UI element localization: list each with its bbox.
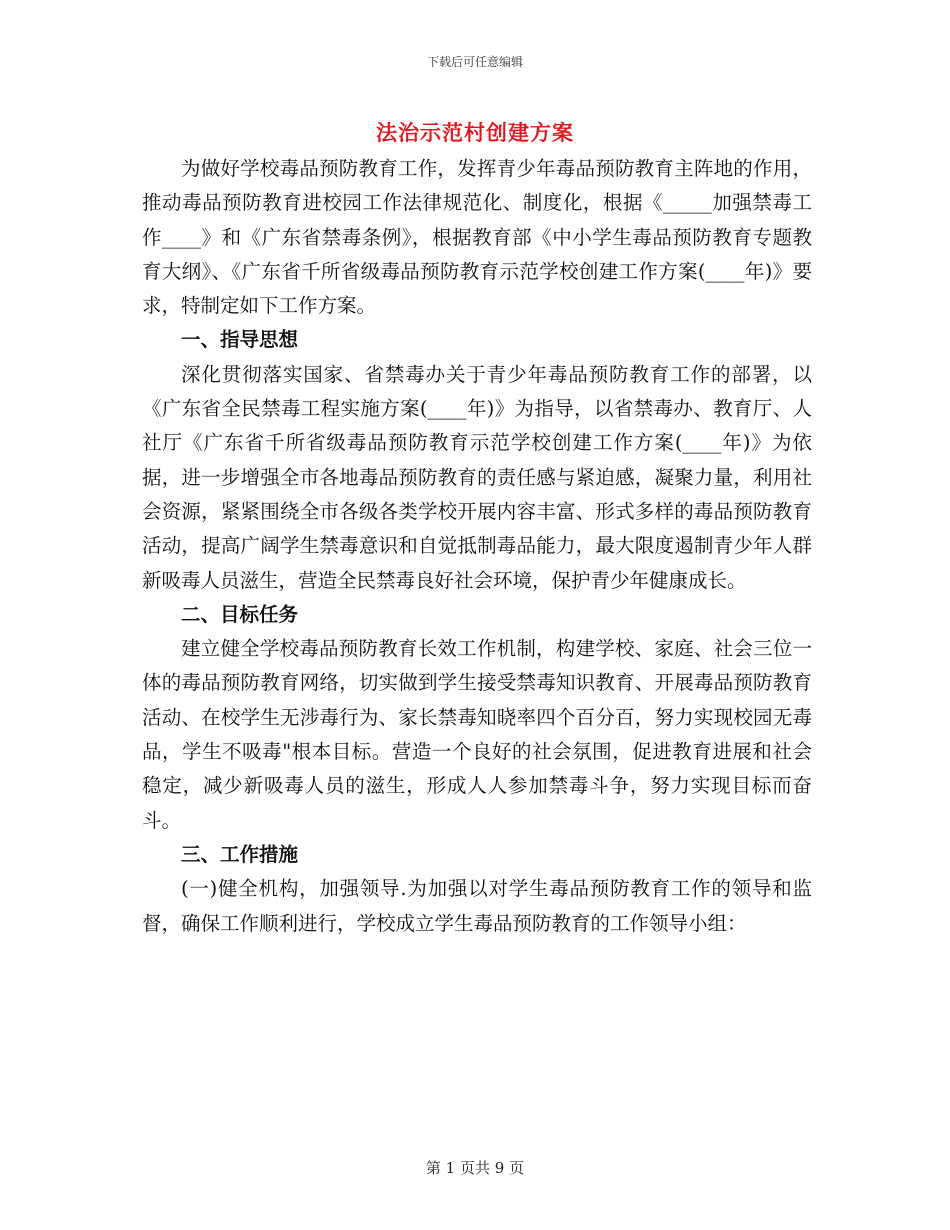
page-header-note: 下载后可任意编辑	[426, 55, 523, 69]
section-heading-goals: 二、目标任务	[181, 602, 299, 626]
intro-paragraph: 为做好学校毒品预防教育工作，发挥青少年毒品预防教育主阵地的作用，推动毒品预防教育进校园工作法律规范化、制度化，根据《_____加强禁毒工作____》和《广东省禁毒条例》，根据教育部《中小学生毒品预防教育专题教育大纲》、《广东省千所省级毒品预防教育示范学校创建工作方案(____年)》要求，特制定如下工作方案。	[142, 157, 812, 318]
section-paragraph: 深化贯彻落实国家、省禁毒办关于青少年毒品预防教育工作的部署，以《广东省全民禁毒工程实施方案(____年)》为指导，以省禁毒办、教育厅、人社厅《广东省千所省级毒品预防教育示范学校创建工作方案(____年)》为依据，进一步增强全市各地毒品预防教育的责任感与紧迫感，凝聚力量，利用社会资源，紧紧围绕全市各级各类学校开展内容丰富、形式多样的毒品预防教育活动，提高广阔学生禁毒意识和自觉抵制毒品能力，最大限度遏制青少年人群新吸毒人员滋生，营造全民禁毒良好社会环境，保护青少年健康成长。	[142, 362, 812, 592]
section-heading-guiding-ideology: 一、指导思想	[181, 328, 299, 352]
section-heading-measures: 三、工作措施	[181, 842, 299, 866]
section-paragraph: (一)健全机构，加强领导.为加强以对学生毒品预防教育工作的领导和监督，确保工作顺利进行，学校成立学生毒品预防教育的工作领导小组：	[142, 877, 812, 935]
document-body	[142, 152, 812, 941]
document-title: 法治示范村创建方案	[376, 120, 574, 145]
page-number: 第 1 页共 9 页	[425, 1159, 525, 1177]
section-paragraph: 建立健全学校毒品预防教育长效工作机制，构建学校、家庭、社会三位一体的毒品预防教育网络，切实做到学生接受禁毒知识教育、开展毒品预防教育活动、在校学生无涉毒行为、家长禁毒知晓率四个百分百，努力实现校园无毒品，学生不吸毒"根本目标。营造一个良好的社会氛围，促进教育进展和社会稳定，减少新吸毒人员的滋生，形成人人参加禁毒斗争，努力实现目标而奋斗。	[142, 637, 812, 832]
